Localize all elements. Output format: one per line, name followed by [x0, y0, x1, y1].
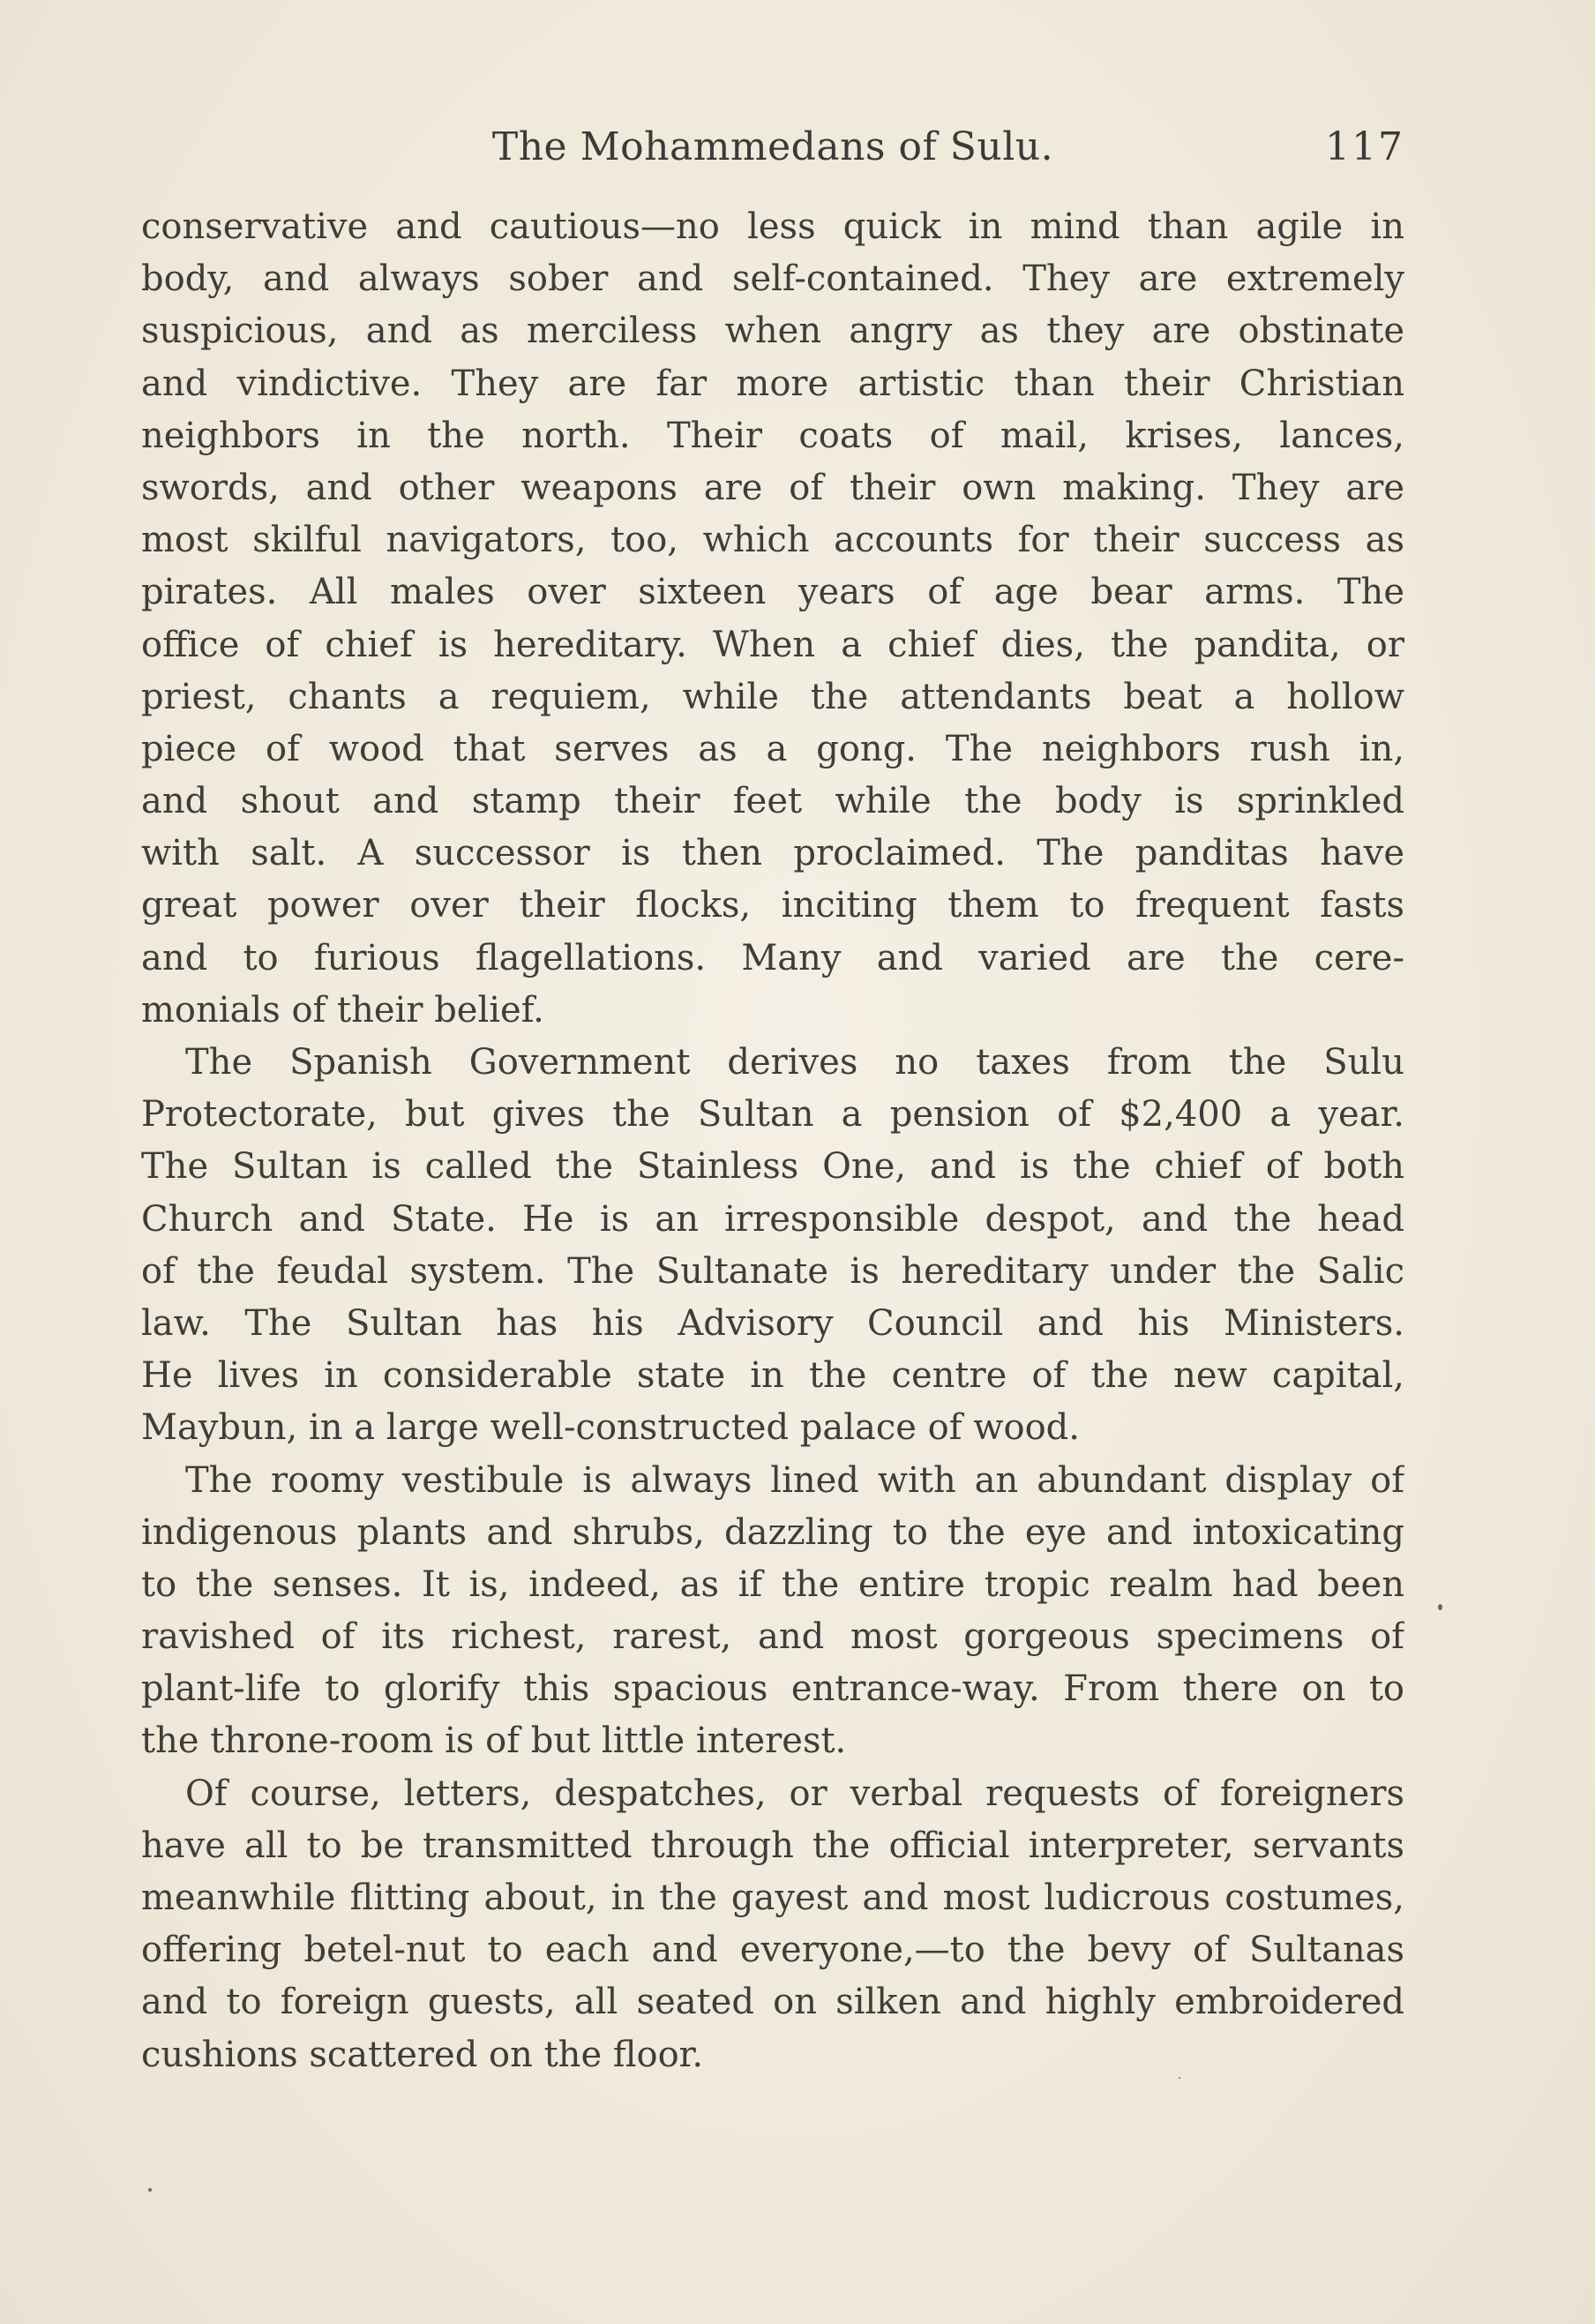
text-line: law. The Sultan has his Advisory Council and his Ministers.	[141, 1302, 1404, 1344]
text-line: most skilful navigators, too, which accounts for their success as	[141, 520, 1404, 561]
paragraph	[141, 1455, 1404, 1768]
text-line: office of chief is hereditary. When a chief dies, the pandita, or	[141, 624, 1404, 665]
text-line: cushions scattered on the floor.	[141, 2034, 704, 2075]
text-line: with salt. A successor is then proclaimed. The panditas have	[141, 833, 1404, 874]
text-line: body, and always sober and self-contained. They are extremely	[141, 259, 1404, 300]
text-line: monials of their belief.	[141, 989, 544, 1031]
text-line: neighbors in the north. Their coats of mail, krises, lances,	[141, 415, 1404, 456]
text-line: ravished of its richest, rarest, and most gorgeous specimens of	[141, 1616, 1404, 1658]
text-line: suspicious, and as merciless when angry as they are obstinate	[141, 311, 1404, 352]
text-line: and to foreign guests, all seated on silken and highly embroidered	[141, 1982, 1404, 2023]
text-line: The roomy vestibule is always lined with an abundant display of	[185, 1459, 1404, 1501]
text-line: great power over their flocks, inciting them to frequent fasts	[141, 885, 1404, 926]
text-line: to the senses. It is, indeed, as if the entire tropic realm had been	[141, 1563, 1404, 1605]
text-line: have all to be transmitted through the official interpreter, servants	[141, 1825, 1404, 1866]
text-line: offering betel-nut to each and everyone,—to the bevy of Sultanas	[141, 1930, 1404, 1971]
page-number: 117	[1325, 124, 1404, 169]
text-line: Church and State. He is an irresponsible despot, and the head	[141, 1198, 1404, 1240]
page-header	[141, 116, 1404, 178]
paragraph	[141, 201, 1404, 1037]
text-line: The Spanish Government derives no taxes from the Sulu	[185, 1042, 1404, 1083]
text-line: conservative and cautious—no less quick in mind than agile in	[141, 206, 1404, 247]
text-line: pirates. All males over sixteen years of age bear arms. The	[141, 572, 1404, 613]
text-line: He lives in considerable state in the centre of the new capital,	[141, 1355, 1404, 1397]
paragraph	[141, 1037, 1404, 1455]
text-line: priest, chants a requiem, while the attendants beat a hollow	[141, 676, 1404, 717]
text-line: Of course, letters, despatches, or verbal requests of foreigners	[185, 1773, 1404, 1814]
text-line: swords, and other weapons are of their own making. They are	[141, 467, 1404, 508]
text-line: Protectorate, but gives the Sultan a pension of $2,400 a year.	[141, 1094, 1404, 1136]
text-line: and shout and stamp their feet while the body is sprinkled	[141, 781, 1404, 822]
text-line: Maybun, in a large well-constructed palace of wood.	[141, 1407, 1080, 1449]
text-line: indigenous plants and shrubs, dazzling to the eye and intoxicating	[141, 1511, 1404, 1553]
text-line: plant-life to glorify this spacious entrance-way. From there on to	[141, 1668, 1404, 1710]
text-line: and to furious flagellations. Many and varied are the cere-	[141, 937, 1404, 978]
text-line: of the feudal system. The Sultanate is hereditary under the Salic	[141, 1250, 1404, 1292]
paragraph	[141, 1768, 1404, 2081]
text-line: piece of wood that serves as a gong. The neighbors rush in,	[141, 728, 1404, 769]
text-line: The Sultan is called the Stainless One, and is the chief of both	[141, 1146, 1404, 1188]
body-text	[141, 201, 1404, 2081]
text-line: meanwhile flitting about, in the gayest and most ludicrous costumes,	[141, 1878, 1404, 1918]
running-title: The Mohammedans of Sulu.	[491, 124, 1054, 169]
text-line: the throne-room is of but little interest.	[141, 1721, 847, 1762]
text-line: and vindictive. They are far more artistic than their Christian	[141, 363, 1404, 404]
